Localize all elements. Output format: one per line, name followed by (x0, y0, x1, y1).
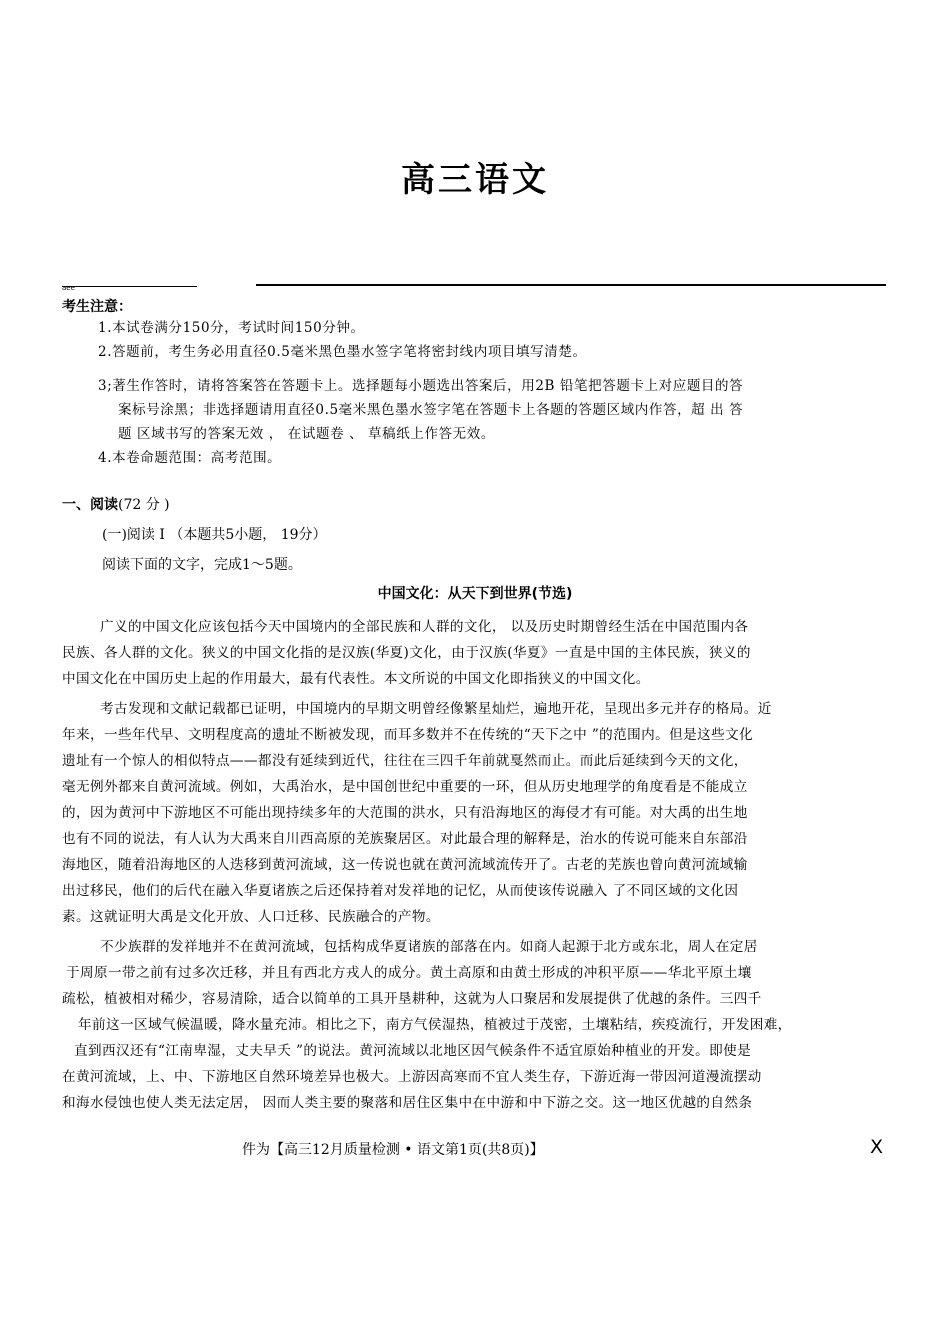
article-line: 不少族群的发祥地并不在黄河流域，包括构成华夏诸族的部落在内。如商人起源于北方或东北，周人在定居 (100, 939, 758, 955)
article-line: 中国文化在中国历史上起的作用最大，最有代表性。本文所说的中国文化即指狭义的中国文化。 (62, 671, 650, 687)
section-heading (62, 494, 170, 514)
article-line: 也有不同的说法，有人认为大禹来自川西高原的羌族聚居区。对此最合理的解释是，治水的传说可能来自东部沿 (62, 831, 748, 847)
article-line: 广义的中国文化应该包括今天中国境内的全部民族和人群的文化， 以及历史时期曾经生活在中国范围内各 (100, 619, 749, 635)
article-line: 遗址有一个惊人的相似特点——都没有延续到近代，往往在三四千年前就戛然而止。而此后延续到今天的文化， (62, 753, 748, 769)
section-heading-score: (72 分 ) (118, 497, 170, 513)
notice-item-continuation: 题 区域书写的答案无效 ， 在试题卷 、 草稿纸上作答无效。 (118, 426, 495, 442)
sub-heading: (一)阅读 I （本题共5小题， 19分） (102, 527, 327, 543)
article-line: 的，因为黄河中下游地区不可能出现持续多年的大范围的洪水，只有沿海地区的海侵才有可能。对大禹的出生地 (62, 805, 748, 821)
article-line: 和海水侵蚀也使人类无法定居， 因而人类主要的聚落和居住区集中在中游和中下游之交。这一地区优越的自然条 (62, 1095, 753, 1111)
long-rule-divider (256, 284, 886, 286)
article-line: 出过移民，他们的后代在融入华夏诸族之后还保持着对发祥地的记忆，从而使该传说融入 了不同区域的文化因 (62, 883, 739, 899)
x-mark-icon: X (870, 1136, 884, 1158)
notice-item-continuation: 案标号涂黑；非选择题请用直径0.5毫米黑色墨水签字笔在答题卡上各题的答题区域内作答，超 出 答 (118, 402, 744, 418)
short-rule-divider (62, 286, 197, 287)
article-line: 毫无例外都来自黄河流域。例如，大禹治水，是中国创世纪中重要的一环，但从历史地理学的角度看是不能成立 (62, 779, 748, 795)
article-line: 于周原一带之前有过多次迁移，并且有西北方戎人的成分。黄土高原和由黄土形成的冲积平原——华北平原土壤 (66, 965, 752, 981)
page-footer: 件为【高三12月质量检测 • 语文第1页(共8页)】 (242, 1142, 544, 1158)
reading-instruction: 阅读下面的文字，完成1～5题。 (102, 557, 302, 573)
section-heading-bold: 一、阅读 (62, 497, 118, 513)
notice-item: 1.本试卷满分150分，考试时间150分钟。 (98, 320, 365, 336)
article-line: 疏松，植被相对稀少，容易清除，适合以简单的工具开垦耕种，这就为人口聚居和发展提供了优越的条件。三四千 (62, 991, 762, 1007)
article-line: 年来，一些年代早、文明程度高的遗址不断被发现，而耳多数并不在传统的“天下之中 ”的范围内。但是这些文化 (62, 727, 754, 743)
article-line: 在黄河流域，上、中、下游地区自然环境差异也极大。上游因高寒而不宜人类生存，下游近海一带因河道漫流摆动 (62, 1069, 762, 1085)
article-line: 素。这就证明大禹是文化开放、人口迁移、民族融合的产物。 (62, 909, 440, 925)
article-line: 海地区，随着沿海地区的人迭移到黄河流域，这一传说也就在黄河流域流传开了。古老的芜族也曾向黄河流域输 (62, 857, 748, 873)
page-title: 高三语文 (401, 160, 549, 200)
notice-heading: 考生注意： (62, 299, 132, 315)
tiny-mark: aee (62, 284, 75, 292)
notice-item: 3;著生作答时，请将答案答在答题卡上。选择题每小题选出答案后，用2B 铅笔把答题卡上对应题目的答 (98, 378, 744, 394)
notice-item: 2.答题前，考生务必用直径0.5毫米黑色墨水签字笔将密封线内项目填写清楚。 (98, 344, 587, 360)
article-title: 中国文化：从天下到世界(节选) (377, 586, 573, 602)
article-line: 直到西汉还有“江南卑湿，丈夫早夭 ”的说法。黄河流域以北地区因气候条件不适宜原始种植业的开发。即使是 (74, 1043, 752, 1059)
article-line: 年前这一区域气候温暖，降水量充沛。相比之下，南方气侯湿热，植被过于茂密，土壤粘结，疾疫流行，开发困难， (78, 1017, 792, 1033)
notice-item: 4.本卷命题范围：高考范围。 (98, 450, 282, 466)
article-line: 民族、各人群的文化。狭义的中国文化指的是汉族(华夏)文化，由于汉族(华夏》一直是中国的主体民族，狭义的 (62, 645, 751, 661)
article-line: 考古发现和文献记载都已证明，中国境内的早期文明曾经像繁星灿烂，遍地开花，呈现出多元并存的格局。近 (100, 701, 772, 717)
